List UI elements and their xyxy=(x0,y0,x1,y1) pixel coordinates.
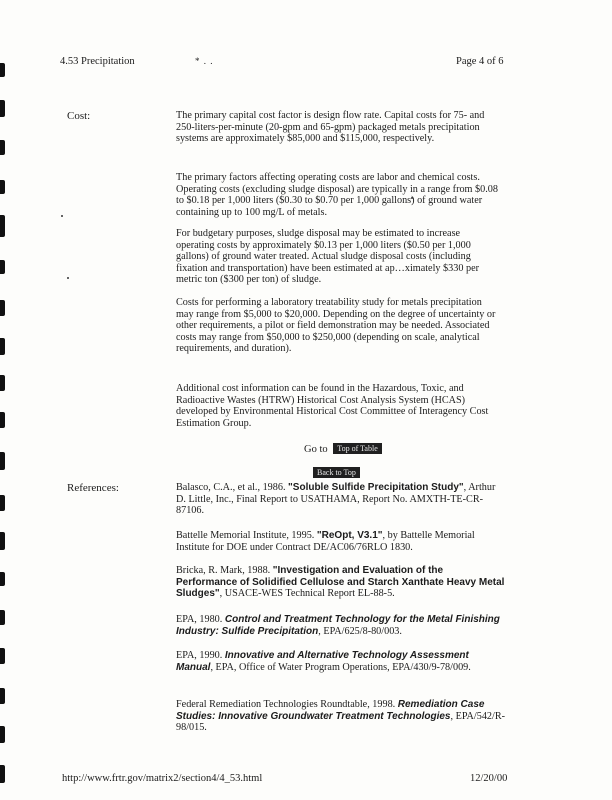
ref-author: Bricka, R. Mark, 1988. xyxy=(176,565,273,576)
cost-paragraph: Costs for performing a laboratory treatability study for metals precipitation may range from $5,000 to $20,000. Depending on the degree of uncertainty or other requirements, a pilot or field demonstration may be needed. Associated costs may range from $50,000 to $250,000 (depending on scale, analytical requirements, and duration). xyxy=(176,297,496,355)
punch-mark xyxy=(0,688,5,704)
reference-item xyxy=(176,699,506,734)
ref-source: , by Battelle Memorial Institute for DOE under Contract DE/AC06/76RLO 1830. xyxy=(176,530,475,553)
cost-paragraph: Additional cost information can be found in the Hazardous, Toxic, and Radioactive Wastes (HTRW) Historical Cost Analysis System (HCAS) developed by Environmental Historical Cost Committee of Interagency Cost Estimation Group. xyxy=(176,383,489,429)
reference-item xyxy=(176,530,506,553)
punch-mark xyxy=(0,63,5,77)
punch-mark xyxy=(0,726,5,743)
scan-speck xyxy=(67,277,69,279)
reference-item xyxy=(176,650,506,673)
goto-label: Go to xyxy=(304,444,328,455)
cost-label: Cost: xyxy=(67,110,91,122)
ref-source: , Arthur D. Little, Inc., Final Report to USATHAMA, Report No. AMXTH-TE-CR-87106. xyxy=(176,482,496,517)
references-label: References: xyxy=(67,482,119,494)
reference-item xyxy=(176,482,506,517)
punch-mark xyxy=(0,610,5,625)
ref-title: "Investigation and Evaluation of the Performance of Solidified Cellulose and Starch Xanthate Heavy Metal Sludges" xyxy=(176,565,505,600)
scan-speck xyxy=(61,215,63,217)
footer-url: http://www.frtr.gov/matrix2/section4/4_53.html xyxy=(62,773,263,784)
ref-author: Balasco, C.A., et al., 1986. xyxy=(176,482,289,493)
punch-mark xyxy=(0,412,5,428)
reference-item xyxy=(176,614,506,637)
footer-date: 12/20/00 xyxy=(470,773,508,784)
punch-mark xyxy=(0,140,5,155)
punch-mark xyxy=(0,375,5,391)
cost-paragraph: The primary capital cost factor is design flow rate. Capital costs for 75- and 250-liters-per-minute (20-gpm and 65-gpm) packaged metals precipitation systems are approximately $85,000 and $115,000, respectively. xyxy=(176,110,485,145)
cost-paragraph: The primary factors affecting operating costs are labor and chemical costs. Operating costs (excluding sludge disposal) are typically in a range from $0.08 to $0.18 per 1,000 liters ($0.30 to $0.70 per 1,000 gallons) of ground water containing up to 100 mg/L of metals. xyxy=(176,172,498,218)
punch-mark xyxy=(0,532,5,550)
punch-mark xyxy=(0,100,5,117)
ref-author: EPA, 1980. xyxy=(176,614,225,625)
punch-mark xyxy=(0,180,5,194)
ref-title: Remediation Case Studies: Innovative Groundwater Treatment Technologies xyxy=(176,699,485,722)
punch-mark xyxy=(0,260,5,274)
ref-source: , USACE-WES Technical Report EL-88-5. xyxy=(219,588,395,600)
header-marks: * . . xyxy=(195,56,214,66)
punch-mark xyxy=(0,495,5,511)
ref-title: "Soluble Sulfide Precipitation Study" xyxy=(288,482,464,493)
punch-mark xyxy=(0,452,5,470)
ref-author: Battelle Memorial Institute, 1995. xyxy=(176,530,317,541)
punch-mark xyxy=(0,338,5,355)
page-number: Page 4 of 6 xyxy=(456,56,504,67)
ref-source: , EPA, Office of Water Program Operations, EPA/430/9-78/009. xyxy=(210,661,471,673)
punch-mark xyxy=(0,572,5,586)
punch-mark xyxy=(0,765,5,783)
ref-author: Federal Remediation Technologies Roundtable, 1998. xyxy=(176,699,398,710)
punch-mark xyxy=(0,300,5,316)
goto-line xyxy=(304,443,382,455)
punch-mark xyxy=(0,215,5,237)
back-to-top-button[interactable]: Back to Top xyxy=(313,467,360,478)
ref-title: "ReOpt, V3.1" xyxy=(316,530,383,541)
punch-mark xyxy=(0,648,5,664)
section-title: 4.53 Precipitation xyxy=(60,56,135,67)
ref-author: EPA, 1990. xyxy=(176,650,225,661)
reference-item xyxy=(176,565,506,600)
top-of-table-button[interactable]: Top of Table xyxy=(333,443,382,454)
ref-source: , EPA/542/R-98/015. xyxy=(176,710,506,734)
ref-title: Innovative and Alternative Technology Assessment Manual xyxy=(176,650,469,673)
ref-source: , EPA/625/8-80/003. xyxy=(318,625,402,637)
cost-paragraph: For budgetary purposes, sludge disposal may be estimated to increase operating costs by approximately $0.13 per 1,000 liters ($0.50 per 1,000 gallons) of ground water treated. Actual sludge disposal costs (including fixation and transportation) have been estimated at ap…ximately $330 per metric ton ($300 per ton) of sludge. xyxy=(176,228,479,286)
ref-title: Control and Treatment Technology for the Metal Finishing Industry: Sulfide Precipitation xyxy=(176,614,500,637)
